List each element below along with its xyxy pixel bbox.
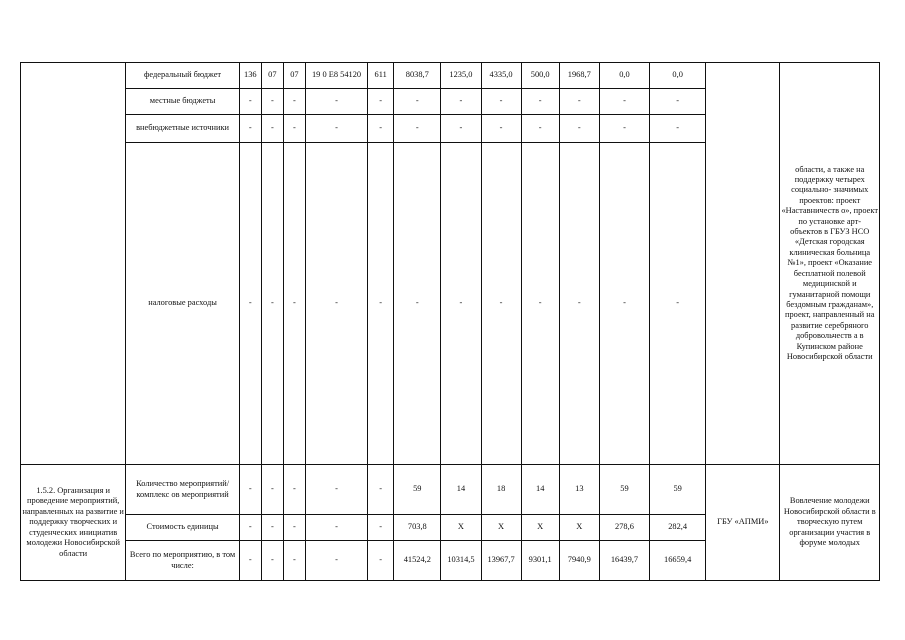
value-cell: 19 0 Е8 54120 [305,63,367,89]
value-cell: - [650,115,706,143]
value-cell: 500,0 [521,63,559,89]
value-cell: - [559,143,599,465]
value-cell: - [394,115,441,143]
source-cell: Всего по мероприятию, в том числе: [126,541,239,581]
source-cell: Стоимость единицы [126,515,239,541]
value-cell: - [441,143,481,465]
value-cell: X [481,515,521,541]
value-cell: - [559,89,599,115]
value-cell: - [481,143,521,465]
value-cell: 14 [521,465,559,515]
value-cell: 59 [599,465,649,515]
value-cell: - [283,115,305,143]
value-cell: 1235,0 [441,63,481,89]
value-cell: 703,8 [394,515,441,541]
value-cell: - [368,115,394,143]
value-cell: - [368,89,394,115]
value-cell: - [261,465,283,515]
value-cell: 13967,7 [481,541,521,581]
value-cell: - [239,465,261,515]
value-cell: - [239,541,261,581]
value-cell: 16659,4 [650,541,706,581]
value-cell: - [261,515,283,541]
value-cell: - [261,143,283,465]
value-cell: 282,4 [650,515,706,541]
source-cell: Количество мероприятий/комплекс ов мероприятий [126,465,239,515]
value-cell: - [239,515,261,541]
value-cell: 10314,5 [441,541,481,581]
value-cell: - [368,515,394,541]
value-cell: - [650,143,706,465]
value-cell: - [368,541,394,581]
value-cell: 0,0 [650,63,706,89]
value-cell: 41524,2 [394,541,441,581]
source-cell: внебюджетные источники [126,115,239,143]
value-cell: 13 [559,465,599,515]
value-cell: - [521,143,559,465]
value-cell: - [261,115,283,143]
value-cell: - [305,515,367,541]
value-cell: - [261,89,283,115]
value-cell: - [305,115,367,143]
value-cell: 18 [481,465,521,515]
executor-cell-empty [706,63,780,465]
value-cell: 9301,1 [521,541,559,581]
value-cell: 07 [261,63,283,89]
value-cell: - [599,143,649,465]
value-cell: 136 [239,63,261,89]
value-cell: - [441,115,481,143]
value-cell: - [368,465,394,515]
value-cell: 0,0 [599,63,649,89]
table-row [21,63,880,89]
value-cell: - [283,89,305,115]
value-cell: - [261,541,283,581]
value-cell: - [283,465,305,515]
measure-title-cell: 1.5.2. Организация и проведение мероприятий, направленных на развитие и поддержку творческих и студенческих инициатив молодежи Новосибирской области [21,465,126,581]
value-cell: - [650,89,706,115]
value-cell: - [239,115,261,143]
table-row [21,465,880,515]
value-cell: - [305,143,367,465]
result-cell: области, а также на поддержку четырех социально- значимых проектов: проект «Наставничеств о», проект по установке арт- объектов в ГБУЗ НСО «Детская городская клиническая больница №1», проект «Оказание бесплатной полевой медицинской и гуманитарной помощи бездомным гражданам», проект, направленный на развитие серебряного добровольчеств а в Купинском районе Новосибирской области [780,63,880,465]
source-cell: федеральный бюджет [126,63,239,89]
value-cell: X [441,515,481,541]
value-cell: - [283,143,305,465]
value-cell: - [599,89,649,115]
value-cell: 1968,7 [559,63,599,89]
value-cell: - [394,143,441,465]
value-cell: - [441,89,481,115]
value-cell: 8038,7 [394,63,441,89]
value-cell: X [559,515,599,541]
value-cell: 59 [394,465,441,515]
value-cell: - [283,541,305,581]
value-cell: - [599,115,649,143]
result-cell: Вовлечение молодежи Новосибирской области в творческую путем организации участия в форуме молодых [780,465,880,581]
measure-cell-empty [21,63,126,465]
value-cell: 7940,9 [559,541,599,581]
source-cell: налоговые расходы [126,143,239,465]
value-cell: 07 [283,63,305,89]
value-cell: - [283,515,305,541]
value-cell: 4335,0 [481,63,521,89]
value-cell: - [481,89,521,115]
value-cell: - [305,89,367,115]
value-cell: - [368,143,394,465]
value-cell: - [239,143,261,465]
value-cell: - [394,89,441,115]
value-cell: - [305,541,367,581]
value-cell: - [521,115,559,143]
value-cell: - [239,89,261,115]
value-cell: 59 [650,465,706,515]
executor-cell: ГБУ «АПМИ» [706,465,780,581]
value-cell: 16439,7 [599,541,649,581]
value-cell: X [521,515,559,541]
value-cell: - [305,465,367,515]
source-cell: местные бюджеты [126,89,239,115]
value-cell: - [521,89,559,115]
value-cell: - [481,115,521,143]
value-cell: 278,6 [599,515,649,541]
value-cell: 14 [441,465,481,515]
value-cell: - [559,115,599,143]
value-cell: 611 [368,63,394,89]
budget-table [20,62,880,581]
